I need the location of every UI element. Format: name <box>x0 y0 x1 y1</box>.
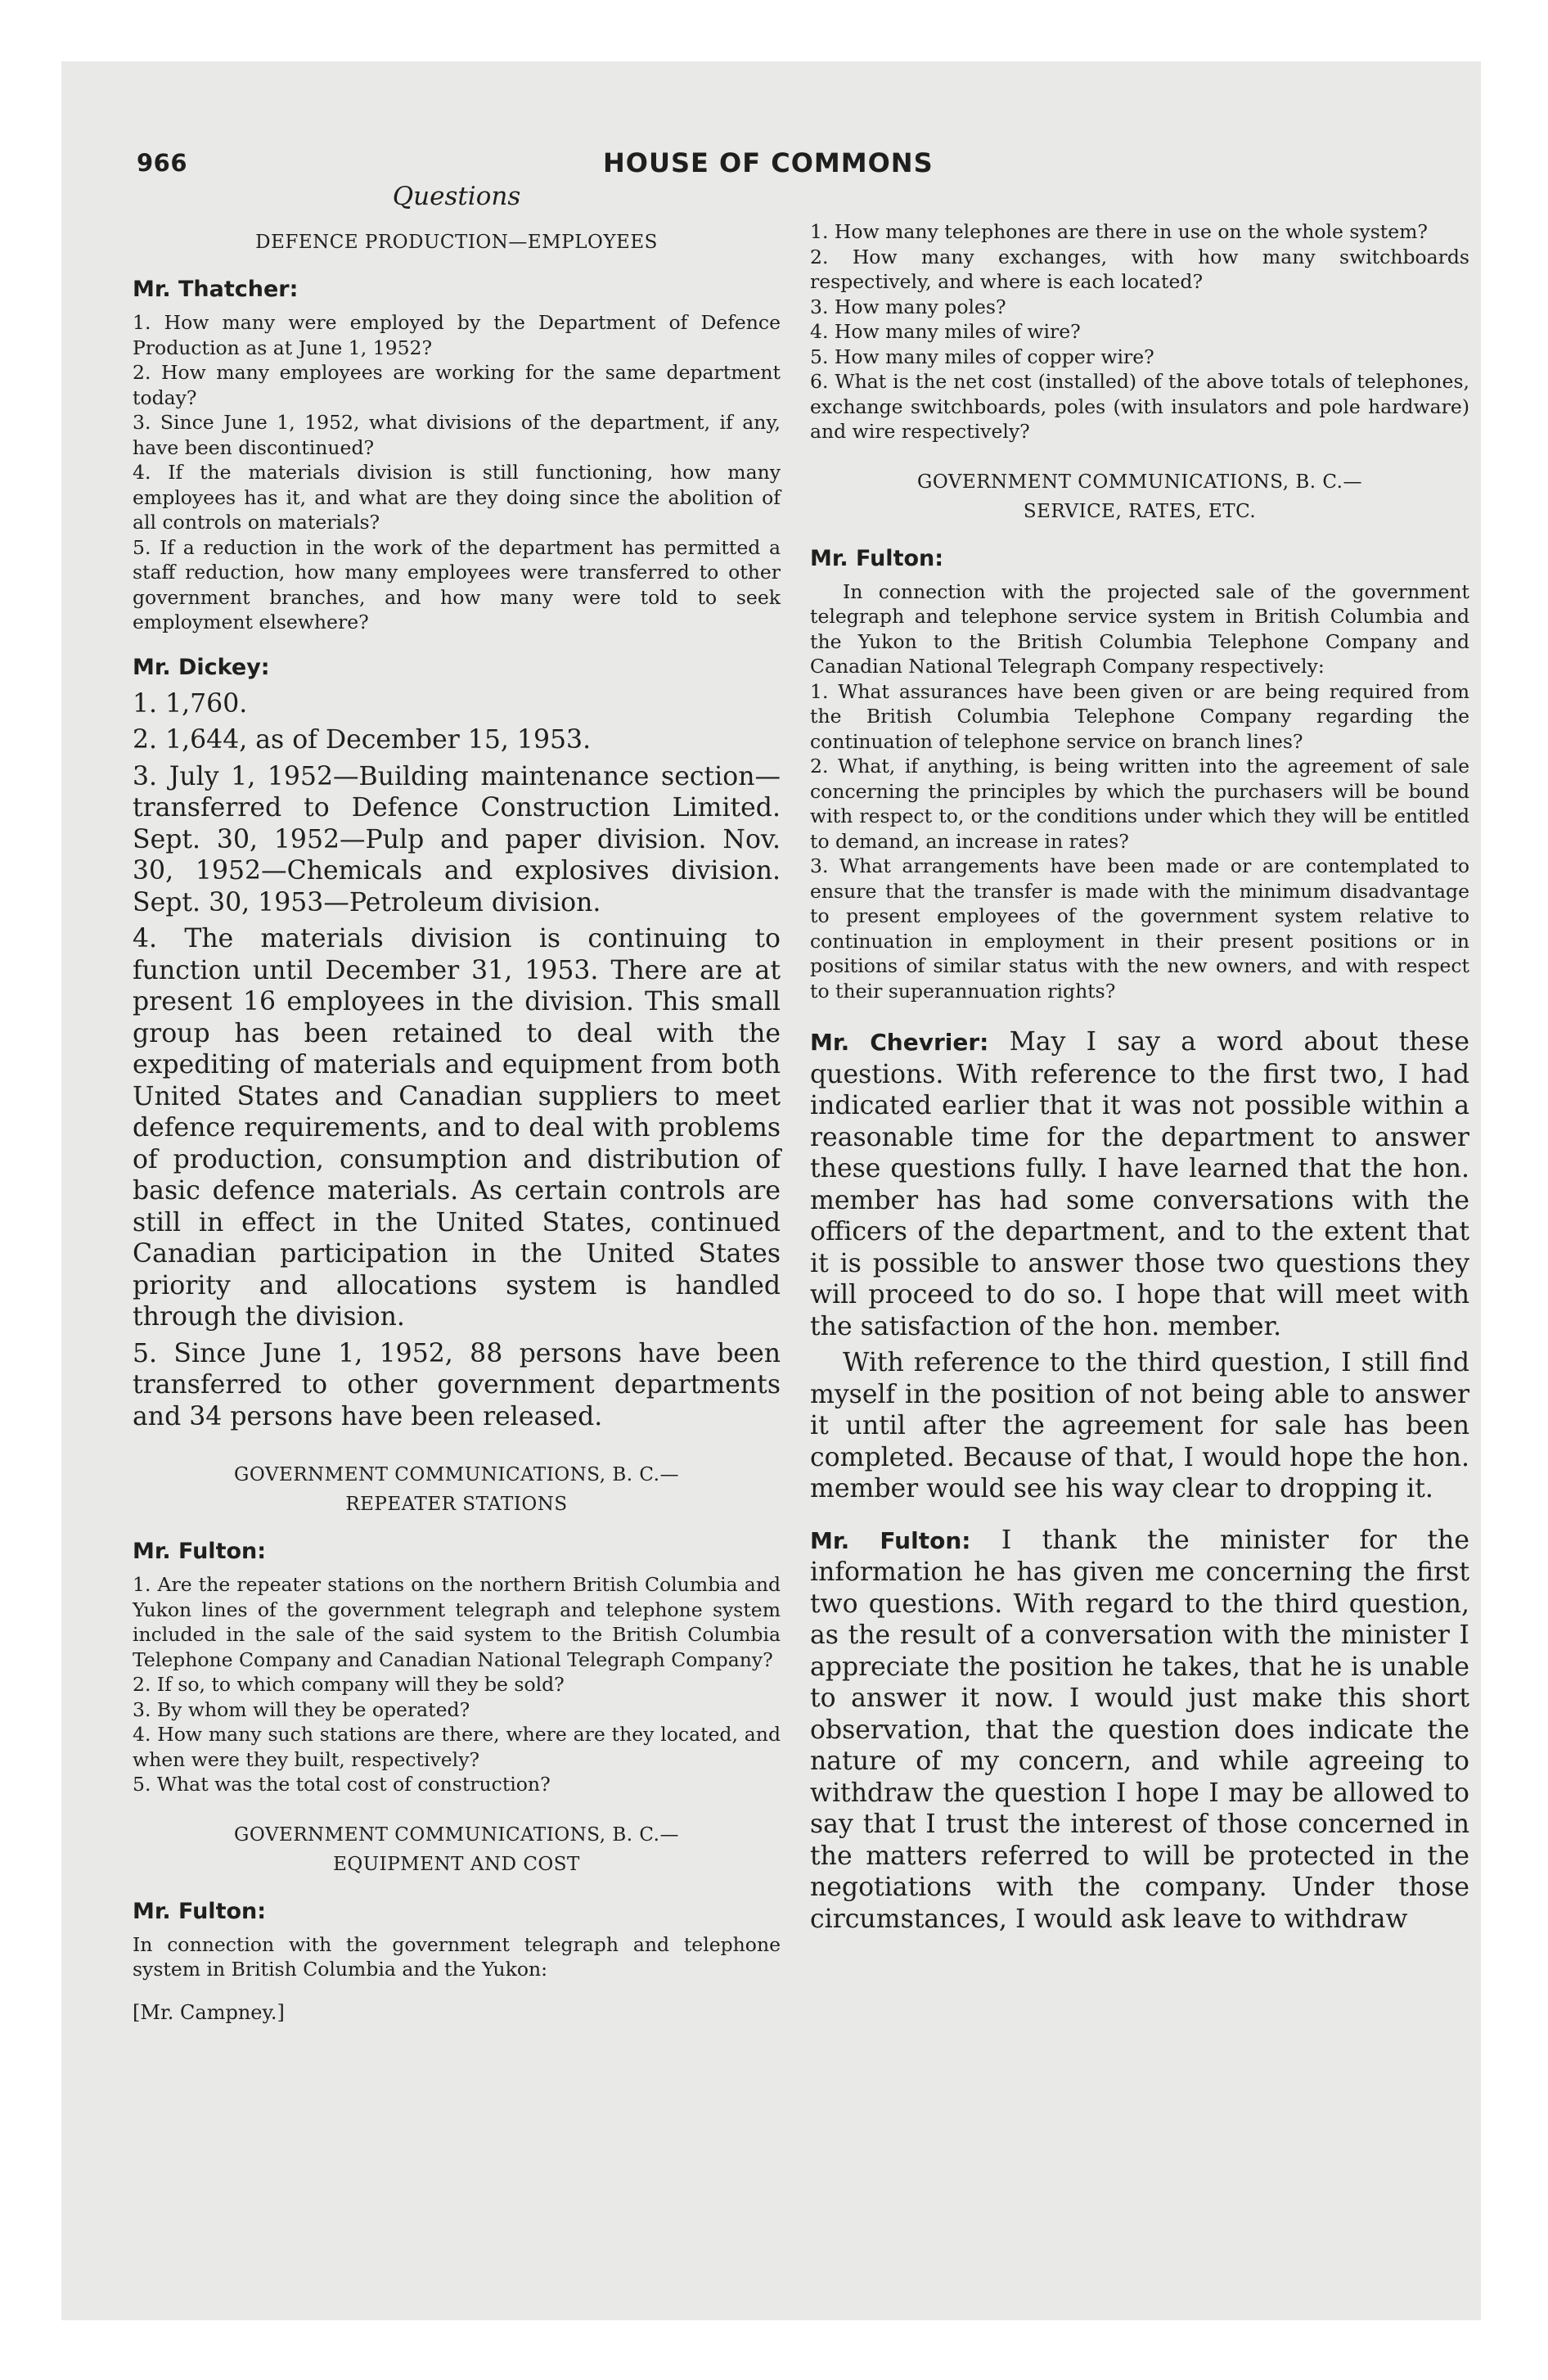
answer-item: 4. The materials division is continuing to function until December 31, 1953. There are at present 16 employees in the division. This small group has been retained to deal with the expediting of materials and equipment from both United States and Canadian suppliers to meet defence requirements, and to deal with problems of production, consumption and distribution of basic defence materials. As certain controls are still in effect in the United States, continued Canadian participation in the United States priority and allocations system is handled through the division. <box>133 924 781 1332</box>
right-column <box>810 219 1469 1940</box>
question-intro: In connection with the projected sale of the government telegraph and telephone service system in British Columbia and the Yukon to the British Columbia Telephone Company and Canadian National Telegraph Company respectively: <box>810 579 1469 678</box>
left-column <box>133 182 781 2025</box>
question-intro: In connection with the government telegraph and telephone system in British Columbia and the Yukon: <box>133 1932 781 1981</box>
debate-text: I thank the minister for the information he has given me concerning the first two questions. With regard to the third question, as the result of a conversation with the minister I appreciate the position he takes, that he is unable to answer it now. I would just make this short observation, that the question does indicate the nature of my concern, and while agreeing to withdraw the question I hope I may be allowed to say that I trust the interest of those concerned in the matters referred to will be protected in the negotiations with the company. Under those circumstances, I would ask leave to withdraw <box>810 1525 1469 1934</box>
question-item: 5. How many miles of copper wire? <box>810 345 1154 368</box>
question-item: 1. What assurances have been given or are being required from the British Columbia Telephone Company regarding the continuation of telephone service on branch lines? <box>810 679 1469 753</box>
question-item: 3. Since June 1, 1952, what divisions of the department, if any, have been discontinued? <box>133 411 781 459</box>
speaker-chevrier: Mr. Chevrier: <box>810 1029 989 1056</box>
question-item: 4. If the materials division is still functioning, how many employees has it, and what are they doing since the abolition of all controls on materials? <box>133 461 781 534</box>
question-item: 4. How many such stations are there, where are they located, and when were they built, respectively? <box>133 1723 781 1771</box>
heading-equipment-line1: GOVERNMENT COMMUNICATIONS, B. C.— <box>234 1823 679 1846</box>
speaker-dickey: Mr. Dickey: <box>133 654 270 680</box>
debate-paragraph: With reference to the third question, I still find myself in the position of not being able to answer it until after the agreement for sale has been completed. Because of that, I would hope the hon. member would see his way clear to dropping it. <box>810 1348 1469 1503</box>
question-item: 3. What arrangements have been made or are contemplated to ensure that the transfer is made with the minimum disadvantage to present employees of the government system relative to continuation in employment in their present positions or in positions of similar status with the new owners, and with respect to their superannuation rights? <box>810 854 1469 1003</box>
heading-equipment-line2: EQUIPMENT AND COST <box>333 1853 580 1875</box>
answer-item: 5. Since June 1, 1952, 88 persons have been transferred to other government departments and 34 persons have been released. <box>133 1338 781 1431</box>
question-item: 2. What, if anything, is being written into the agreement of sale concerning the principles by which the purchasers will be bound with respect to, or the conditions under which they will be entitled to demand, an increase in rates? <box>810 755 1469 853</box>
answer-item: 2. 1,644, as of December 15, 1953. <box>133 725 592 755</box>
question-item: 3. How many poles? <box>810 295 1006 318</box>
answer-item: 3. July 1, 1952—Building maintenance section—transferred to Defence Construction Limited. Sept. 30, 1952—Pulp and paper division. Nov. 30, 1952—Chemicals and explosives division. Sept. 30, 1953—Petroleum division. <box>133 761 781 917</box>
question-item: 2. How many exchanges, with how many switchboards respectively, and where is each located? <box>810 245 1469 293</box>
debate-paragraph <box>810 1026 1469 1342</box>
speaker-fulton: Mr. Fulton: <box>133 1539 267 1564</box>
question-item: 1. How many telephones are there in use on the whole system? <box>810 220 1429 243</box>
answer-item: 1. 1,760. <box>133 688 248 719</box>
speaker-fulton: Mr. Fulton: <box>810 1526 971 1554</box>
question-item: 4. How many miles of wire? <box>810 320 1081 343</box>
question-item: 5. If a reduction in the work of the department has permitted a staff reduction, how many employees were transferred to other government branches, and how many were told to seek employment elsewhere? <box>133 535 781 633</box>
question-item: 3. By whom will they be operated? <box>133 1697 470 1721</box>
speaker-attribution: [Mr. Campney.] <box>133 2000 285 2024</box>
heading-repeater-stations-line1: GOVERNMENT COMMUNICATIONS, B. C.— <box>234 1464 679 1485</box>
question-item: 5. What was the total cost of construction? <box>133 1773 551 1796</box>
heading-service-rates-line1: GOVERNMENT COMMUNICATIONS, B. C.— <box>917 471 1362 493</box>
debate-text: May I say a word about these questions. With reference to the first two, I had indicated earlier that it was not possible within a reasonable time for the department to answer these questions fully. I have learned that the hon. member has had some conversations with the officers of the department, and to the extent that it is possible to answer those two questions they will proceed to do so. I hope that will meet with the satisfaction of the hon. member. <box>810 1027 1469 1341</box>
heading-defence-production: DEFENCE PRODUCTION—EMPLOYEES <box>255 232 658 253</box>
section-title: Questions <box>392 182 521 211</box>
question-item: 2. How many employees are working for the same department today? <box>133 361 781 409</box>
speaker-fulton: Mr. Fulton: <box>810 545 944 571</box>
question-item: 6. What is the net cost (installed) of the above totals of telephones, exchange switchboards, poles (with insulators and pole hardware) and wire respectively? <box>810 370 1469 443</box>
page-number: 966 <box>137 149 188 177</box>
speaker-thatcher: Mr. Thatcher: <box>133 277 299 302</box>
question-item: 1. How many were employed by the Department of Defence Production as at June 1, 1952? <box>133 311 781 359</box>
heading-service-rates-line2: SERVICE, RATES, ETC. <box>1023 500 1257 522</box>
heading-repeater-stations-line2: REPEATER STATIONS <box>345 1494 568 1515</box>
speaker-fulton: Mr. Fulton: <box>133 1898 267 1924</box>
running-head: HOUSE OF COMMONS <box>603 147 934 178</box>
debate-paragraph <box>810 1525 1469 1936</box>
question-item: 2. If so, to which company will they be sold? <box>133 1673 565 1696</box>
question-item: 1. Are the repeater stations on the northern British Columbia and Yukon lines of the government telegraph and telephone system included in the sale of the said system to the British Columbia Telephone Company and Canadian National Telegraph Company? <box>133 1573 781 1671</box>
